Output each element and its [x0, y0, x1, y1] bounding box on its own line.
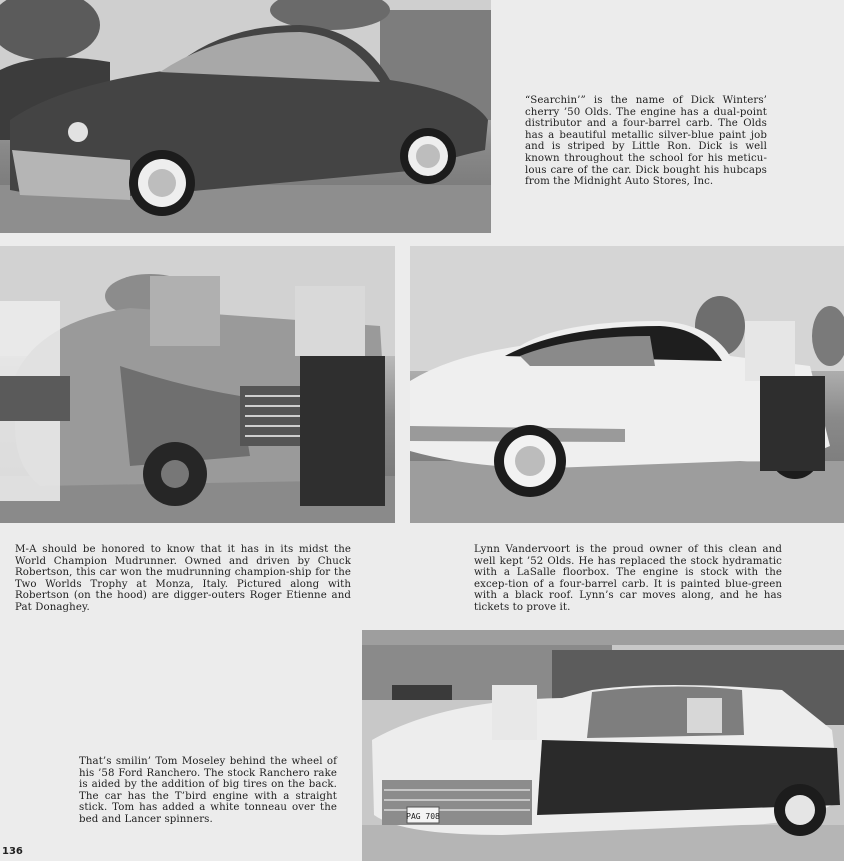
caption-ranchero-58: That’s smilin’ Tom Moseley behind the wheel of his ’58 Ford Ranchero. The stock Ranchero rake is aided by the addition of big tires on the back. The car has the T’bird engine with a straight stick. Tom has added a white tonneau over the bed and Lancer spinners.: [79, 756, 337, 825]
photo-ranchero-58: [362, 630, 844, 861]
mudrunner-illustration: [0, 246, 395, 523]
license-plate-text: PAG 708: [406, 812, 440, 821]
page-number: 136: [2, 846, 23, 857]
caption-mudrunner: M-A should be honored to know that it has in its midst the World Champion Mudrunner. Owned and driven by Chuck Robertson, this car won the mudrunning champion-ship for the Two Worlds Trophy at Monza, Italy. Pictured along with Robertson (on the hood) are digger-outers Roger Etienne and Pat Donaghey.: [15, 544, 351, 613]
photo-mudrunner: [0, 246, 395, 523]
photo-olds-50: [0, 0, 491, 233]
olds-52-illustration: [410, 246, 844, 523]
caption-olds-50: “Searchin’” is the name of Dick Winters’ cherry ’50 Olds. The engine has a dual-point distributor and a four-barrel carb. The Olds has a beautiful metallic silver-blue paint job and is striped by Little Ron. Dick is well known throughout the school for his meticu-lous care of the car. Dick bought his hubcaps from the Midnight Auto Stores, Inc.: [525, 95, 767, 188]
photo-olds-52: [410, 246, 844, 523]
ranchero-58-illustration: [362, 630, 844, 861]
olds-50-illustration: [0, 0, 491, 233]
caption-olds-52: Lynn Vandervoort is the proud owner of this clean and well kept ’52 Olds. He has replaced the stock hydramatic with a LaSalle floorbox. The engine is stock with the excep-tion of a four-barrel carb. It is painted blue-green with a black roof. Lynn’s car moves along, and he has tickets to prove it.: [474, 544, 782, 613]
